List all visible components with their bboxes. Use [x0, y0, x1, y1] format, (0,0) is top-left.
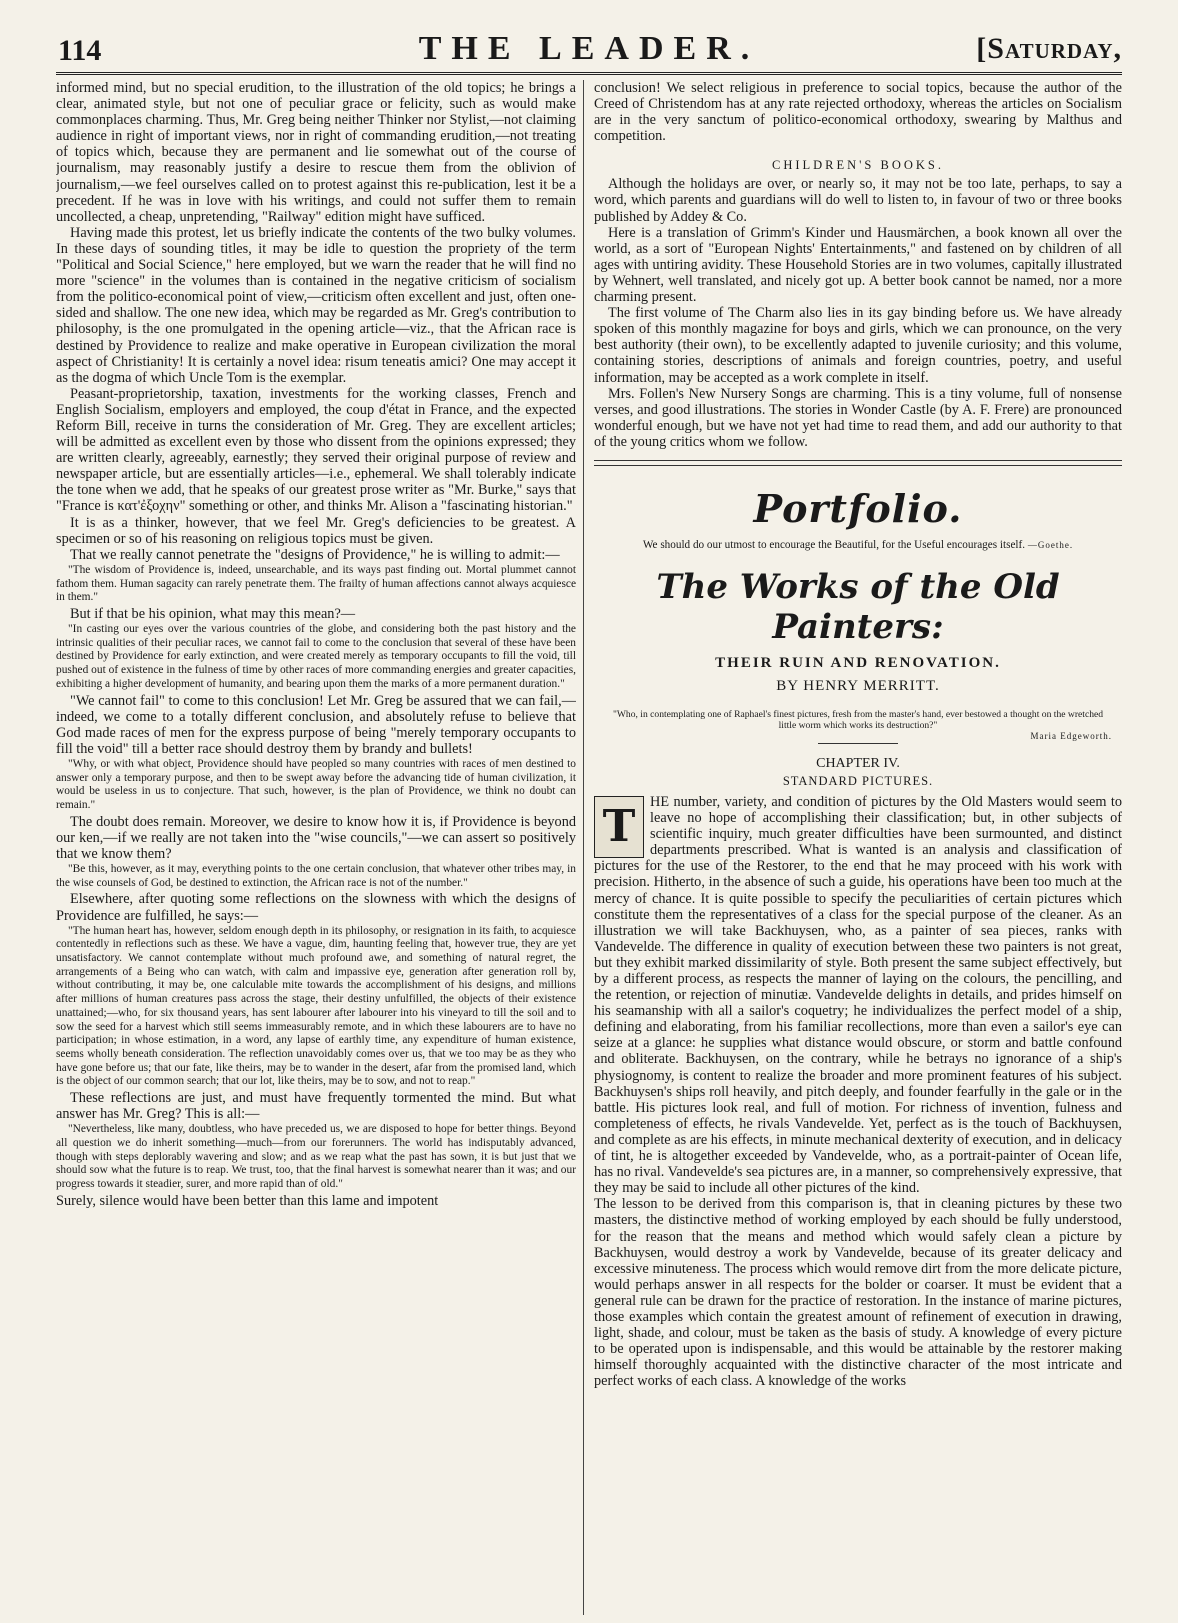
paragraph: It is as a thinker, however, that we feel Mr. Greg's deficiencies to be greatest. A specimen or so of his reasoning on religious topics must be given. — [56, 514, 576, 547]
left-column — [56, 80, 576, 1615]
chapter-number: CHAPTER IV. — [816, 755, 900, 771]
paragraph: HE number, variety, and condition of pictures by the Old Masters would seem to leave no hope of accomplishing their classification; but, in other subjects of scientific inquiry, much greater difficulties have been surmounted, and distinct departments prescribed. What is wanted is an analysis and classification of pictures for the use of the Restorer, to the end that he may proceed with his work with precision. Hitherto, in the absence of such a guide, his operations have been too much at the mercy of chance. It is quite possible to specify the peculiarities of certain pictures which constitute them the representatives of a class for the special purpose of the cleaner. As an illustration we will take Backhuysen, who, as a painter of sea pieces, ranks with Vandevelde. The difference in quality of execution between these two painters is not great, but they exhibit marked dissimilarity of style. Both present the same subject effectively, but by a different process, as respects the manner of laying on the colours, the pencilling, and the retention, or rejection of minutiæ. Vandevelde delights in details, and prides himself on his seamanship with all a sailor's coquetry; he individualizes the perfect model of a ship, defining and elaborating, from his familiar recollections, more than even a sailor's eye can seize at a glance: he supplies what distance would obscure, or storm and battle confound and obliterate. Backhuysen, on the contrary, while he betrays no ignorance of a ship's physiognomy, is content to realize the broader and more prominent features of his subject. Backhuysen's ships roll heavily, and pitch deeply, and founder fearfully in the gale or in the battle. His pictures look real, and full of motion. For richness of invention, fulness and completeness of effects, he rivals Vandevelde. Yet, perfect as is the touch of Backhuysen, and complete as are his effects, in minute mechanical dexterity of execution, and in delicacy of tint, he is altogether exceeded by Vandevelde, who, as a portrait-painter of Ocean life, has no rival. Vandevelde's sea pictures are, in a manner, so comprehensively expressive, that they may be said to include all other pictures of the kind. — [594, 793, 1122, 1197]
article-columns — [56, 80, 1122, 1615]
motto-author: —Goethe. — [1027, 539, 1074, 550]
header-day: [Saturday, — [976, 32, 1122, 65]
paragraph: conclusion! We select religious in preference to social topics, because the author of the Creed of Christendom has at any rate rejected orthodoxy, whereas the articles on Socialism are in the very sanctum of politico-economical orthodoxy, swearing by Malthus and competition. — [594, 80, 1122, 145]
paragraph: The first volume of The Charm also lies in its gay binding before us. We have already spoken of this monthly magazine for boys and girls, which we can pronounce, on the very best authority (their own), to be excellently adapted to juvenile curiosity; and this volume, containing stories, descriptions of animals and foreign countries, poetry, and useful information, may be accepted as a work complete in itself. — [594, 305, 1122, 386]
quotation: "The wisdom of Providence is, indeed, unsearchable, and its ways past finding out. Mortal plummet cannot fathom them. Human sagacity can rarely penetrate them. The frailty of human affections cannot always acquiesce in them." — [56, 563, 576, 604]
quotation: "The human heart has, however, seldom enough depth in its philosophy, or resignation in its faith, to acquiesce contentedly in reflections such as these. We have a vague, dim, haunting feeling that, however true, they are yet unsatisfactory. We cannot contemplate without much profound awe, and something of natural regret, the arrangements of a Being who can watch, with calm and impassive eye, generation after generation roll by, without contributing, it may be, one calculable mite towards the accomplishment of his designs, and millions after millions of human creatures pass across the stage, their destiny unfulfilled, the objects of their existence unattained;—who, for six thousand years, has sent labourer after labourer into his vineyard to till the soil and to sow the seed for a harvest which still seems immeasurably remote, and in which these labourers are to have no participation; in whose estimation, in a word, any lapse of earthly time, any expenditure of human existence, seems wholly beneath consideration. The reflection unavoidably comes over us, that we too may be as they who have gone before us; that our fate, like theirs, may be to wander in the desert, afar from the promised land, which is the object of our common search; that our lot, like theirs, may be to sow, and not to reap." — [56, 924, 576, 1088]
paragraph: That we really cannot penetrate the "designs of Providence," he is willing to admit:— — [70, 546, 560, 563]
quotation: "Why, or with what object, Providence should have peopled so many countries with races of men destined to answer only a temporary purpose, and then to be swept away before the advancing tide of human civilization, it would be useless in us to conjecture. That such, however, is the plan of Providence, we think no doubt can remain." — [56, 757, 576, 812]
chapter-title: STANDARD PICTURES. — [782, 773, 934, 788]
series-title: The Works of the Old Painters: — [656, 566, 1060, 647]
small-divider — [818, 743, 898, 744]
portfolio-heading: Portfolio. — [753, 485, 963, 531]
newspaper-title: THE LEADER. — [418, 30, 760, 67]
paragraph: The lesson to be derived from this comparison is, that in cleaning pictures by these two masters, the distinctive method of working employed by each should be fully understood, for the reason that the means and method which would safely clean a picture by Backhuysen, would destroy a work by Vandevelde, because of its greater delicacy and excessive minuteness. The process which would remove dirt from the more delicate picture, would perhaps answer in all respects for the bolder or coarser. It must be evident that a general rule can be drawn for the practice of restoration. In the instance of marine pictures, those examples which contain the greatest amount of refinement of execution in drawing, light, shade, and colour, must be taken as the basis of study. A knowledge of every picture to be operated upon is indispensable, and this would be attainable by the restorer making himself thoroughly acquainted with the distinctive character of the most intricate and perfect works of each class. A knowledge of the works — [594, 1196, 1122, 1390]
paragraph: Although the holidays are over, or nearly so, it may not be too late, perhaps, to say a word, which parents and guardians will do well to listen to, in favour of two or three books published by Addey & Co. — [594, 176, 1122, 225]
right-column — [594, 80, 1122, 1615]
quotation: "In casting our eyes over the various countries of the globe, and considering both the past history and the intrinsic qualities of their peculiar races, we cannot fail to come to the conclusion that several of these have been destined by Providence for early extinction, and were created merely as temporary occupants to fill the void, till pushed out of existence in the fulness of time by other races of more commanding energies and greater capacities, exhibiting a higher development of humanity, and bearing upon them the marks of a more permanent duration." — [56, 623, 576, 690]
paragraph: Mrs. Follen's New Nursery Songs are charming. This is a tiny volume, full of nonsense verses, and good illustrations. The stories in Wonder Castle (by A. F. Frere) are pronounced wonderful enough, but we have not yet had time to read them, and add our authority to that of the young critics whom we follow. — [594, 385, 1122, 450]
epigraph-author: Maria Edgeworth. — [1030, 730, 1112, 741]
quotation: "Be this, however, as it may, everything points to the one certain conclusion, that whatever other tribes may, in the wise counsels of God, be destined to extinction, the African race is not of the number." — [56, 863, 576, 889]
paragraph: Having made this protest, let us briefly indicate the contents of the two bulky volumes. In these days of sounding titles, it may be idle to question the propriety of the term "Political and Social Science," here employed, but we warn the reader that he will find no more "science" in the volumes than is contained in the negative criticism of socialism from the politico-economical point of view,—criticism often excellent and just, often one-sided and shallow. The one new idea, which may be regarded as Mr. Greg's contribution to philosophy, is the one promulgated in the opening article—viz., that the African race is destined by Providence to realize and make operative in European civilization the moral aspect of Christianity! It is certainly a novel idea: risum teneatis amici? One may accept it as the dogma of which Uncle Tom is the exemplar. — [56, 224, 576, 386]
quotation: "Nevertheless, like many, doubtless, who have preceded us, we are disposed to hope for better things. Beyond all question we do inherit something—much—from our forerunners. The world has indisputably advanced, though with steps deplorably wavering and slow; and as we reap what the past has sown, it is but just that we should sow what the future is to reap. We trust, too, that the final harvest is somewhat nearer than it was; and our progress towards it steadier, surer, and more rapid than of old." — [56, 1123, 576, 1191]
paragraph: Peasant-proprietorship, taxation, investments for the working classes, French and English Socialism, employers and employed, the coup d'état in France, and the expected Reform Bill, receive in turns the consideration of Mr. Greg. They are excellent articles; will be admitted as excellent even by those who dissent from the opinions expressed; they are written clearly, agreeably, earnestly; they served their original purpose of review and newspaper article, but are essentially articles—i.e., ephemeral. We shall tolerably indicate the tone when we add, that he speaks of our greatest prose writer as "Mr. Burke," says that "France is κατ'ἐξοχην" something or other, and thinks Mr. Alison a "fascinating historian." — [56, 385, 576, 515]
motto-text: We should do our utmost to encourage the Beautiful, for the Useful encourages itself. — [642, 538, 1026, 551]
motto — [594, 539, 1122, 551]
paragraph: These reflections are just, and must have frequently tormented the mind. But what answer has Mr. Greg? This is all:— — [56, 1090, 576, 1123]
section-title: CHILDREN'S BOOKS. — [771, 158, 944, 173]
page-header — [56, 28, 1122, 75]
paragraph: Surely, silence would have been better than this lame and impotent — [56, 1192, 439, 1209]
byline: BY HENRY MERRITT. — [776, 677, 940, 694]
paragraph: But if that be his opinion, what may this mean?— — [70, 605, 356, 622]
paragraph: The doubt does remain. Moreover, we desire to know how it is, if Providence is beyond our ken,—if we really are not taken into the "wise councils,"—we can assert so positively that we know them? — [56, 813, 576, 862]
paragraph: Here is a translation of Grimm's Kinder und Hausmärchen, a book known all over the world, as a sort of "European Nights' Entertainments," and fastened on by children of all ages with untiring avidity. These Household Stories are in two volumes, capitally illustrated by Wehnert, well translated, and nicely got up. A better book cannot be named, nor a more charming present. — [594, 224, 1122, 306]
epigraph: "Who, in contemplating one of Raphael's finest pictures, fresh from the master's hand, ever bestowed a thought on the wretched little worm which works its destruction?" — [612, 708, 1104, 731]
paragraph: Elsewhere, after quoting some reflections on the slowness with which the designs of Providence are fulfilled, he says:— — [56, 891, 576, 924]
drop-cap: T — [594, 796, 644, 858]
series-subtitle: THEIR RUIN AND RENOVATION. — [715, 654, 1001, 671]
paragraph: informed mind, but no special erudition, to the illustration of the old topics; he brings a clear, animated style, but not one of peculiar grace or felicity, such as would make commonplaces charming. Thus, Mr. Greg being neither Thinker nor Stylist,—not claiming audience in right of important views, nor in right of commanding erudition,—not treating of topics which, because they are permanent and lie somewhat out of the course of journalism, may reasonably justify a desire to rescue them from the oblivion of journalism,—we feel ourselves called on to protest against this re-publication, lest it be a precedent. If he was in love with his writings, and could not suffer them to remain uncollected, a cheap, unpretending, "Railway" edition might have sufficed. — [56, 80, 576, 225]
column-divider — [583, 80, 584, 1615]
page-number: 114 — [58, 34, 102, 67]
section-divider — [594, 460, 1122, 466]
paragraph: "We cannot fail" to come to this conclusion! Let Mr. Greg be assured that we can fail,—indeed, we come to a totally different conclusion, and absolutely refuse to believe that God made races of men for the express purpose of being "merely temporary occupants to fill the void" till a better race should destroy them by brandy and bullets! — [56, 692, 576, 757]
